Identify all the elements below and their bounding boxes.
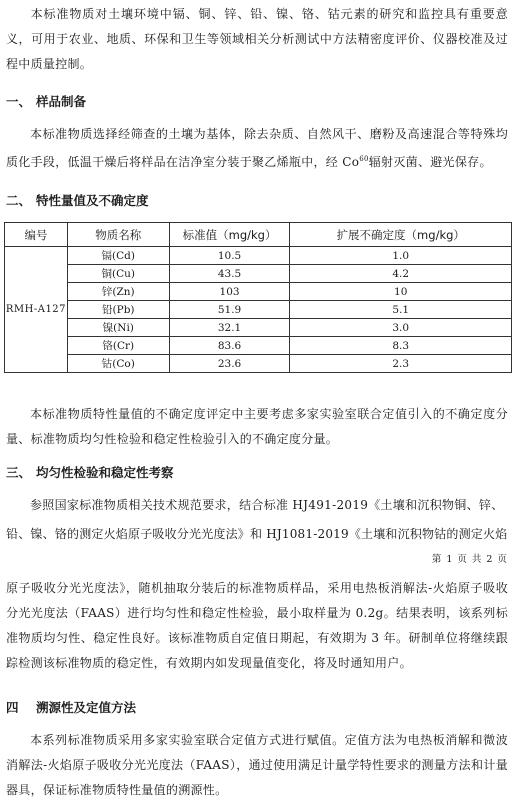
section-3-body-continued: 原子吸收分光光度法》，随机抽取分装后的标准物质样品，采用电热板消解法-火焰原子吸收分光光度法（FAAS）进行均匀性和稳定性检验，最小取样量为 0.2g。结果表明，该系列标准物质均匀性、稳定性良好。该标准物质自定值日期起，有效期为 3 年。研制单位将继续跟踪检测该标准物质的稳定性，有效期内如发现量值变化，将及时通知用户。	[6, 581, 508, 670]
uncertainty-cell: 5.1	[290, 301, 512, 319]
uncertainty-cell: 8.3	[290, 337, 512, 355]
standard-value-cell: 43.5	[169, 265, 290, 283]
table-row	[5, 283, 512, 301]
substance-cell: 铜(Cu)	[67, 265, 169, 283]
column-header: 物质名称	[67, 223, 169, 247]
section-4-body: 本系列标准物质采用多家实验室联合定值方式进行赋值。定值方法为电热板消解和微波消解法-火焰原子吸收分光光度法（FAAS），通过使用满足计量学特性要求的测量方法和计量器具，保证标准物质特性量值的溯源性。	[6, 733, 508, 797]
section-heading-3: 三、 均匀性检验和稳定性考察	[6, 465, 174, 480]
property-values-table	[4, 222, 512, 373]
table-row	[5, 337, 512, 355]
section-heading-1: 一、 样品制备	[6, 94, 87, 109]
page-number: 第 1 页 共 2 页	[431, 554, 508, 565]
substance-cell: 铬(Cr)	[67, 337, 169, 355]
uncertainty-cell: 2.3	[290, 355, 512, 373]
section-heading-4: 四 溯源性及定值方法	[6, 700, 137, 715]
section-1-body: 本标准物质选择经筛查的土壤为基体，除去杂质、自然风干、磨粉及高速混合等特殊均质化手段，低温干燥后将样品在洁净室分装于聚乙烯瓶中，经 Co$^{60}$辐射灭菌、避光保存。	[6, 127, 508, 169]
standard-value-cell: 83.6	[169, 337, 290, 355]
table-row	[5, 319, 512, 337]
uncertainty-cell: 10	[290, 283, 512, 301]
uncertainty-note: 本标准物质特性量值的不确定度评定中主要考虑多家实验室联合定值引入的不确定度分量、标准物质均匀性检验和稳定性检验引入的不确定度分量。	[6, 407, 508, 446]
column-header: 标准值（mg/kg）	[169, 223, 290, 247]
substance-cell: 钴(Co)	[67, 355, 169, 373]
substance-cell: 镍(Ni)	[67, 319, 169, 337]
substance-cell: 铅(Pb)	[67, 301, 169, 319]
section-3-body-line-2: 铅、镍、铬的测定火焰原子吸收分光光度法》和 HJ1081-2019《土壤和沉积物钴的测定火焰	[6, 527, 508, 541]
section-3-body-line-1: 参照国家标准物质相关技术规范要求，结合标准 HJ491-2019《土壤和沉积物铜、锌、	[30, 498, 504, 512]
uncertainty-cell: 1.0	[290, 247, 512, 265]
uncertainty-cell: 3.0	[290, 319, 512, 337]
standard-value-cell: 10.5	[169, 247, 290, 265]
sample-code-cell: RMH-A127	[5, 247, 68, 373]
column-header: 编号	[5, 223, 68, 247]
substance-cell: 锌(Zn)	[67, 283, 169, 301]
table-row	[5, 247, 512, 265]
standard-value-cell: 32.1	[169, 319, 290, 337]
table-row	[5, 301, 512, 319]
column-header: 扩展不确定度（mg/kg）	[290, 223, 512, 247]
section-heading-2: 二、 特性量值及不确定度	[6, 193, 149, 208]
standard-value-cell: 103	[169, 283, 290, 301]
table-header-row	[5, 223, 512, 247]
standard-value-cell: 23.6	[169, 355, 290, 373]
substance-cell: 镉(Cd)	[67, 247, 169, 265]
uncertainty-cell: 4.2	[290, 265, 512, 283]
intro-paragraph: 本标准物质对土壤环境中镉、铜、锌、铅、镍、铬、钴元素的研究和监控具有重要意义，可用于农业、地质、环保和卫生等领域相关分析测试中方法精密度评价、仪器校准及过程中质量控制。	[6, 7, 508, 71]
standard-value-cell: 51.9	[169, 301, 290, 319]
table-row	[5, 265, 512, 283]
table-row	[5, 355, 512, 373]
